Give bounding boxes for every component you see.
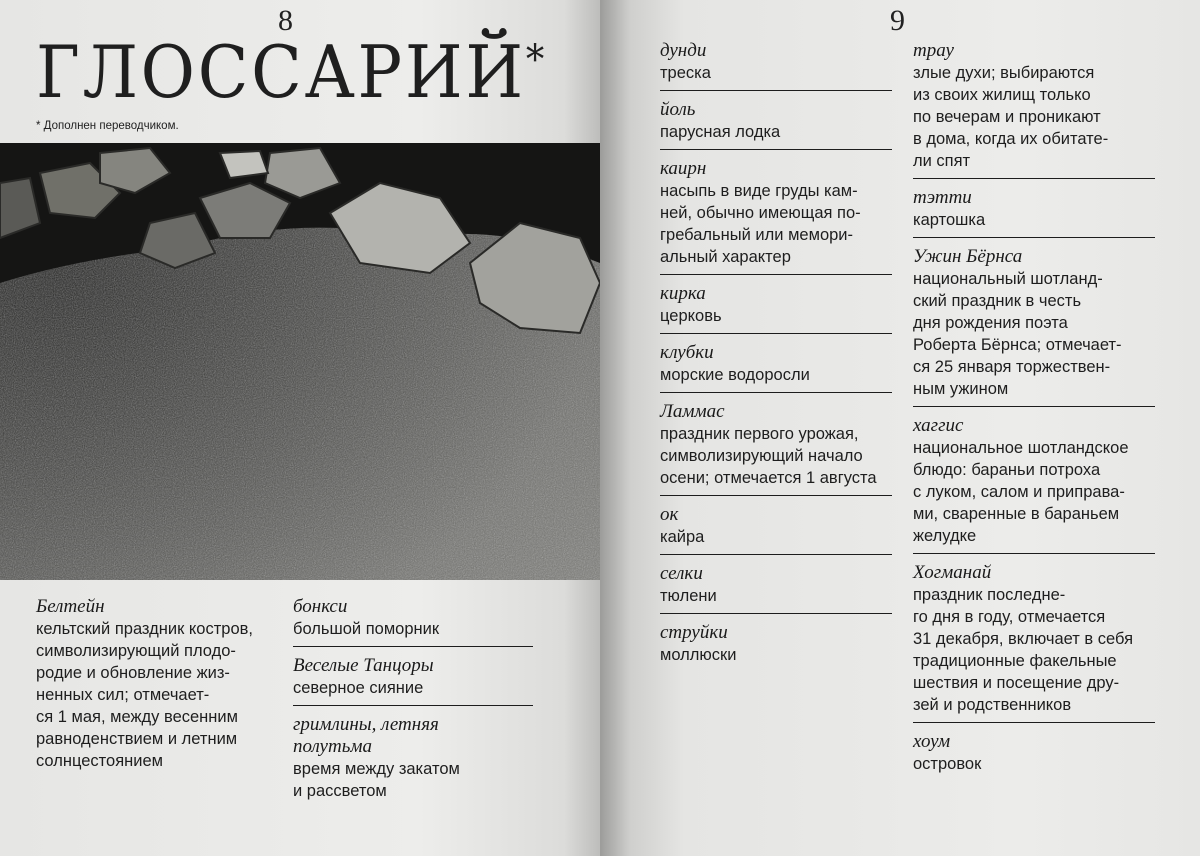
glossary-entry: [913, 415, 1155, 554]
entry-term: Белтейн: [36, 596, 105, 617]
entry-definition: кайра: [660, 528, 705, 546]
entry-definition: треска: [660, 64, 711, 82]
glossary-entry: [660, 283, 892, 334]
page-number-right: 9: [890, 4, 905, 37]
entry-term: Ламмас: [660, 401, 725, 422]
entry-definition: кельтский праздник костров, символизирующий плодо- родие и обновление жиз- ненных сил; отмечает- ся 1 мая, между весенним равноденствием и летним солнцестоянием: [36, 620, 253, 770]
stone-cairn-photo: [0, 143, 600, 580]
entry-term: бонкси: [293, 596, 348, 617]
entry-term: селки: [660, 563, 703, 584]
entry-term: йоль: [660, 99, 696, 120]
entry-term: трау: [913, 40, 954, 61]
entry-term: ок: [660, 504, 679, 525]
right-column-1: [660, 40, 892, 672]
glossary-entry: [293, 596, 533, 647]
entry-definition: большой поморник: [293, 620, 440, 638]
entry-term: Веселые Танцоры: [293, 655, 434, 676]
glossary-entry: [660, 401, 892, 496]
entry-term: дунди: [660, 40, 707, 61]
left-column-1: [36, 596, 276, 778]
page-number-left: 8: [278, 4, 293, 37]
page-title: [36, 30, 548, 114]
entry-term: тэтти: [913, 187, 972, 208]
glossary-entry: [660, 99, 892, 150]
glossary-entry: [660, 342, 892, 393]
entry-definition: церковь: [660, 307, 722, 325]
title-asterisk: *: [525, 37, 548, 83]
left-column-2: [293, 596, 533, 808]
entry-definition: злые духи; выбираются из своих жилищ только по вечерам и проникают в дома, когда их обитате- ли спят: [913, 64, 1109, 170]
entry-definition: тюлени: [660, 587, 717, 605]
glossary-entry: [660, 40, 892, 91]
entry-term: струйки: [660, 622, 728, 643]
entry-definition: картошка: [913, 211, 986, 229]
entry-definition: северное сияние: [293, 679, 424, 697]
glossary-entry: [913, 562, 1155, 723]
entry-term: хоум: [913, 731, 951, 752]
translator-note: * Дополнен переводчиком.: [36, 120, 179, 132]
glossary-entry: [293, 714, 533, 808]
title-text: ГЛОССАРИЙ: [36, 30, 526, 114]
entry-term: клубки: [660, 342, 714, 363]
entry-definition: насыпь в виде груды кам- ней, обычно имеющая по- гребальный или мемори- альный характер: [660, 182, 861, 266]
glossary-entry: [293, 655, 533, 706]
glossary-entry: [913, 246, 1155, 407]
entry-definition: национальный шотланд- ский праздник в честь дня рождения поэта Роберта Бёрнса; отмечает- ся 25 января торжествен- ным ужином: [913, 270, 1122, 398]
glossary-entry: [660, 563, 892, 614]
entry-definition: моллюски: [660, 646, 737, 664]
glossary-entry: [660, 158, 892, 275]
entry-definition: парусная лодка: [660, 123, 781, 141]
entry-term: хаггис: [913, 415, 964, 436]
glossary-entry: [660, 504, 892, 555]
entry-term: гримлины, летняя полутьма: [293, 714, 439, 757]
entry-term: Ужин Бёрнса: [913, 246, 1023, 267]
entry-definition: островок: [913, 755, 982, 773]
entry-definition: время между закатом и рассветом: [293, 760, 460, 800]
entry-term: каирн: [660, 158, 707, 179]
glossary-entry: [913, 187, 1155, 238]
right-page: [600, 0, 1200, 856]
entry-definition: морские водоросли: [660, 366, 810, 384]
entry-definition: праздник первого урожая, символизирующий начало осени; отмечается 1 августа: [660, 425, 877, 487]
glossary-entry: [913, 40, 1155, 179]
entry-definition: национальное шотландское блюдо: бараньи потроха с луком, салом и приправа- ми, сваренные в бараньем желудке: [913, 439, 1129, 545]
glossary-entry: [660, 622, 892, 672]
glossary-entry: [913, 731, 1155, 781]
glossary-entry: [36, 596, 276, 778]
entry-term: кирка: [660, 283, 706, 304]
entry-term: Хогманай: [913, 562, 992, 583]
right-column-2: [913, 40, 1155, 781]
entry-definition: праздник последне- го дня в году, отмечается 31 декабря, включает в себя традиционные факельные шествия и посещение дру- зей и родственников: [913, 586, 1134, 714]
